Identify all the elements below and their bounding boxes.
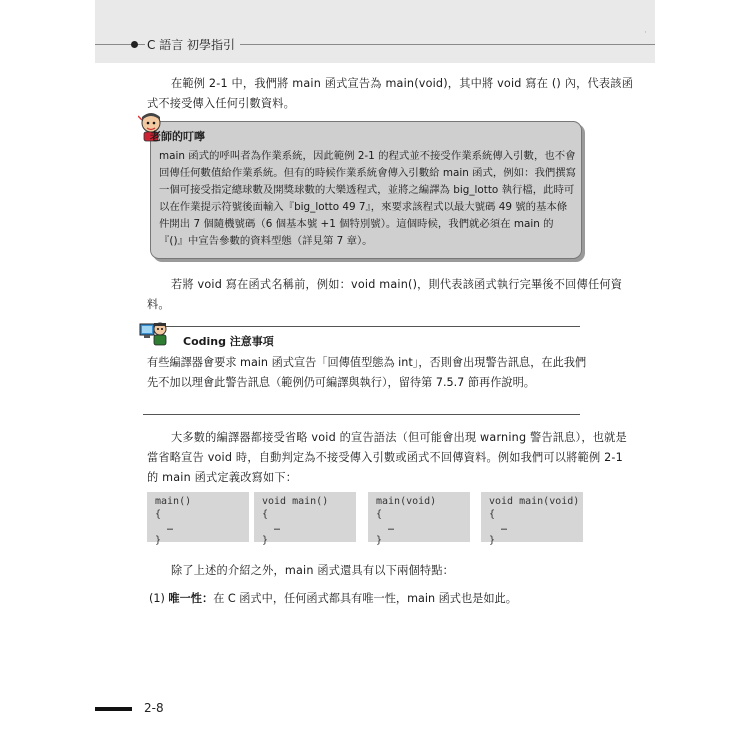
omit-void-paragraph [147, 428, 637, 488]
feature-list-item [149, 589, 517, 609]
teacher-note-text: main 函式的呼叫者為作業系統，因此範例 2-1 的程式並不接受作業系統傳入引數，也不會回傳任何數值給作業系統。但有的時候作業系統會傳入引數給 main 函式，例如：我們撰寫一個可接受指定總球數及開獎球數的大樂透程式，並將之編譯為 big_lotto 執行檔，此時可以在作業提示符號後面輸入『big_lotto 49 7』，來要求該程式以最大號碼 49 號的基本條件開出 7 個隨機號碼（6 個基本號 +1 個特別號）。這個時候，我們就必須在 main 的『()』中宣告參數的資料型態（詳見第 7 章）。 [159, 150, 577, 247]
teacher-note-title: 老師的叮嚀 [150, 130, 205, 143]
features-text: 除了上述的介紹之外，main 函式還具有以下兩個特點： [171, 564, 455, 577]
code-example-3: main(void) { … } [368, 492, 470, 542]
intro-paragraph [147, 74, 637, 114]
omit-void-text: 大多數的編譯器都接受省略 void 的宣告語法（但可能會出現 warning 警告訊息），也就是當省略宣告 void 時，自動判定為不接受傳入引數或函式不回傳資料。例如我們可以將範例 2-1 的 main 函式定義改寫如下： [147, 431, 627, 484]
footer-bar [95, 707, 132, 711]
computer-cartoon-icon [138, 320, 168, 346]
corner-mark: · [644, 28, 647, 38]
coding-note-bottom-rule [143, 414, 580, 415]
code-example-1: main() { … } [147, 492, 249, 542]
code-example-2: void main() { … } [254, 492, 356, 542]
page-header [95, 0, 655, 63]
coding-note-text: 有些編譯器會要求 main 函式宣告「回傳值型態為 int」，否則會出現警告訊息，在此我們先不加以理會此警告訊息（範例仍可編譯與執行），留待第 7.5.7 節再作說明。 [147, 356, 587, 389]
features-paragraph [147, 561, 637, 581]
void-front-paragraph [147, 275, 637, 315]
coding-note-top-rule [165, 326, 580, 327]
feature-number: (1) [149, 592, 165, 605]
page-number: 2-8 [144, 701, 164, 715]
book-page [95, 0, 655, 750]
intro-text: 在範例 2-1 中，我們將 main 函式宣告為 main(void)，其中將 void 寫在 () 內，代表該函式不接受傳入任何引數資料。 [147, 77, 634, 110]
void-front-text: 若將 void 寫在函式名稱前，例如：void main()，則代表該函式執行完畢後不回傳任何資料。 [147, 278, 623, 311]
header-bullet-icon [131, 41, 138, 48]
coding-note-title: Coding 注意事項 [183, 335, 274, 348]
teacher-note-box [150, 121, 582, 259]
feature-label: 唯一性： [168, 592, 214, 605]
chapter-title: C 語言 初學指引 [145, 36, 240, 53]
feature-text: 在 C 函式中，任何函式都具有唯一性，main 函式也是如此。 [213, 592, 517, 605]
code-example-4: void main(void) { … } [481, 492, 583, 542]
